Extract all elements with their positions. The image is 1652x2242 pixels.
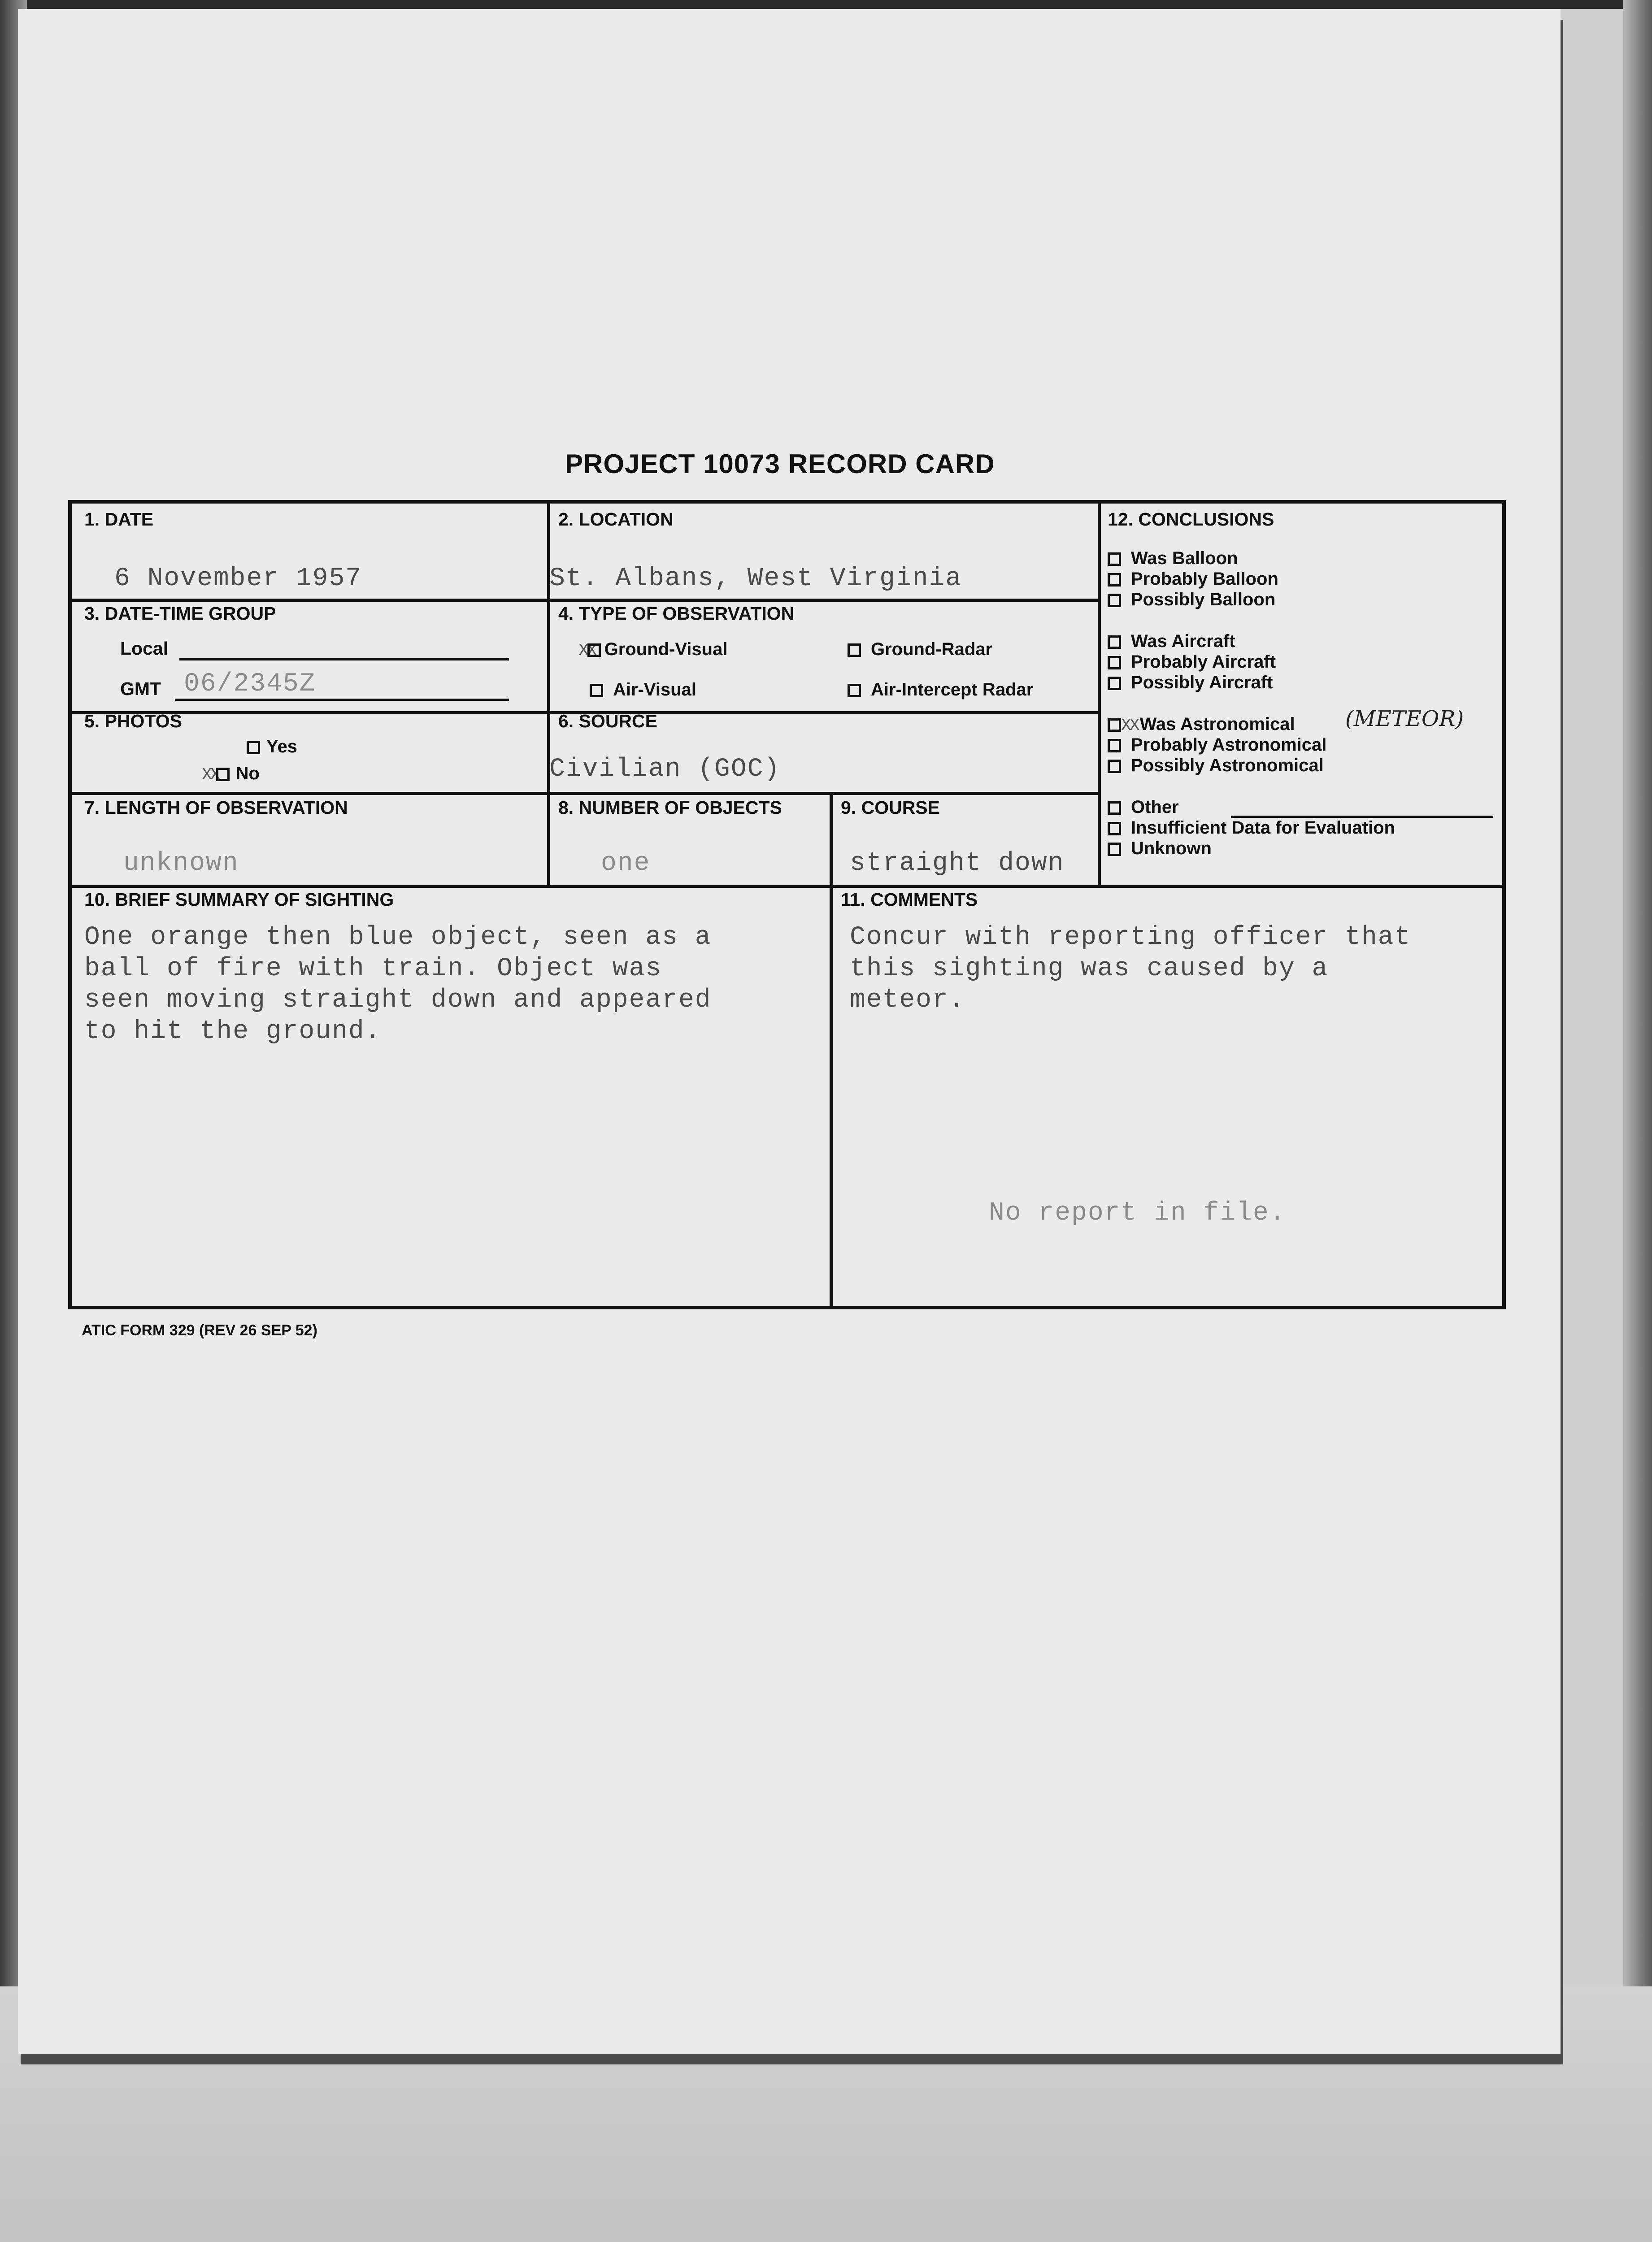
ground-visual-text: Ground-Visual [604,639,728,659]
checkbox-icon [1108,760,1121,773]
air-intercept-radar-option [848,680,1033,700]
checkbox-icon [1108,822,1121,835]
was-aircraft-option [1108,631,1235,652]
location-label: 2. LOCATION [558,509,674,530]
probably-balloon-text: Probably Balloon [1131,569,1278,589]
source-label: 6. SOURCE [558,711,657,731]
checkbox-icon [1108,843,1121,856]
ground-radar-option [848,639,992,660]
comments-line: this sighting was caused by a [850,954,1329,983]
checkbox-icon [1108,573,1121,587]
grid-line [72,885,1502,888]
gmt-label: GMT [120,678,161,699]
conclusions-label: 12. CONCLUSIONS [1108,509,1274,530]
record-card [68,500,1506,1309]
air-visual-text: Air-Visual [613,680,696,700]
possibly-balloon-text: Possibly Balloon [1131,590,1276,609]
ground-radar-text: Ground-Radar [871,639,993,659]
insufficient-data-text: Insufficient Data for Evaluation [1131,818,1395,838]
photos-yes-option [247,737,297,757]
probably-balloon-option [1108,569,1278,589]
checkbox-icon [1108,552,1121,566]
unknown-option [1108,839,1212,859]
probably-aircraft-option [1108,652,1276,672]
paper-sheet [18,9,1561,2054]
local-line [179,658,509,660]
checkbox-icon [1108,739,1121,752]
source-value: Civilian (GOC) [549,755,781,784]
photos-yes-text: Yes [266,737,297,756]
photos-label: 5. PHOTOS [84,711,182,731]
film-right-edge [1623,0,1652,2063]
grid-line [1098,504,1101,885]
checkbox-icon [216,768,230,781]
checkbox-icon [1108,594,1121,607]
comments-note: No report in file. [989,1199,1286,1228]
grid-line [830,792,833,1306]
air-intercept-radar-text: Air-Intercept Radar [871,680,1034,700]
possibly-astronomical-option [1108,756,1324,776]
summary-line: seen moving straight down and appeared [84,986,712,1015]
was-astronomical-mark: XX [1121,716,1138,735]
photos-no-text: No [235,764,260,783]
ground-visual-option [578,639,727,660]
location-value: St. Albans, West Virginia [549,564,962,593]
was-astronomical-option [1108,714,1295,735]
length-value: unknown [123,849,239,878]
course-label: 9. COURSE [841,797,940,818]
film-top-edge [0,0,1652,9]
other-option [1108,797,1179,817]
probably-astronomical-option [1108,735,1326,755]
possibly-balloon-option [1108,590,1275,610]
checkbox-icon [247,741,260,754]
course-value: straight down [850,849,1065,878]
checkbox-icon [1108,677,1121,690]
grid-line [72,792,1098,795]
comments-line: meteor. [850,986,965,1015]
checkbox-icon [1108,656,1121,669]
checkbox-icon [848,684,861,697]
photos-no-mark: XX [202,765,219,785]
number-of-objects-value: one [601,849,651,878]
was-astronomical-text: Was Astronomical [1139,714,1295,734]
possibly-astronomical-text: Possibly Astronomical [1131,756,1324,775]
observation-type-label: 4. TYPE OF OBSERVATION [558,603,795,624]
comments-line: Concur with reporting officer that [850,923,1411,952]
summary-label: 10. BRIEF SUMMARY OF SIGHTING [84,889,394,910]
grid-line [72,599,1098,602]
checkbox-icon [1108,635,1121,649]
number-of-objects-label: 8. NUMBER OF OBJECTS [558,797,782,818]
was-balloon-text: Was Balloon [1131,548,1238,568]
checkbox-icon [590,684,603,697]
card-title: PROJECT 10073 RECORD CARD [565,449,995,479]
possibly-aircraft-option [1108,673,1273,693]
summary-line: ball of fire with train. Object was [84,954,662,983]
date-time-group-label: 3. DATE-TIME GROUP [84,603,276,624]
insufficient-data-option [1108,818,1395,838]
grid-line [547,504,550,885]
summary-line: One orange then blue object, seen as a [84,923,712,952]
date-label: 1. DATE [84,509,154,530]
gmt-line [175,699,509,701]
other-text: Other [1131,797,1179,817]
was-balloon-option [1108,548,1238,569]
ground-visual-mark: XX [578,641,596,660]
length-label: 7. LENGTH OF OBSERVATION [84,797,348,818]
comments-label: 11. COMMENTS [841,889,978,910]
probably-astronomical-text: Probably Astronomical [1131,735,1327,755]
air-visual-option [590,680,696,700]
handwritten-meteor-note: (METEOR) [1345,706,1464,731]
checkbox-icon [848,643,861,657]
checkbox-icon [1108,718,1121,732]
local-label: Local [120,638,169,659]
date-value: 6 November 1957 [114,564,362,593]
form-footer: ATIC FORM 329 (REV 26 SEP 52) [82,1322,317,1339]
checkbox-icon [587,643,601,657]
photos-no-option [202,764,260,785]
unknown-text: Unknown [1131,839,1212,858]
checkbox-icon [1108,801,1121,815]
summary-line: to hit the ground. [84,1017,382,1046]
gmt-value: 06/2345Z [184,669,316,699]
possibly-aircraft-text: Possibly Aircraft [1131,673,1273,692]
was-aircraft-text: Was Aircraft [1131,631,1235,651]
probably-aircraft-text: Probably Aircraft [1131,652,1276,672]
